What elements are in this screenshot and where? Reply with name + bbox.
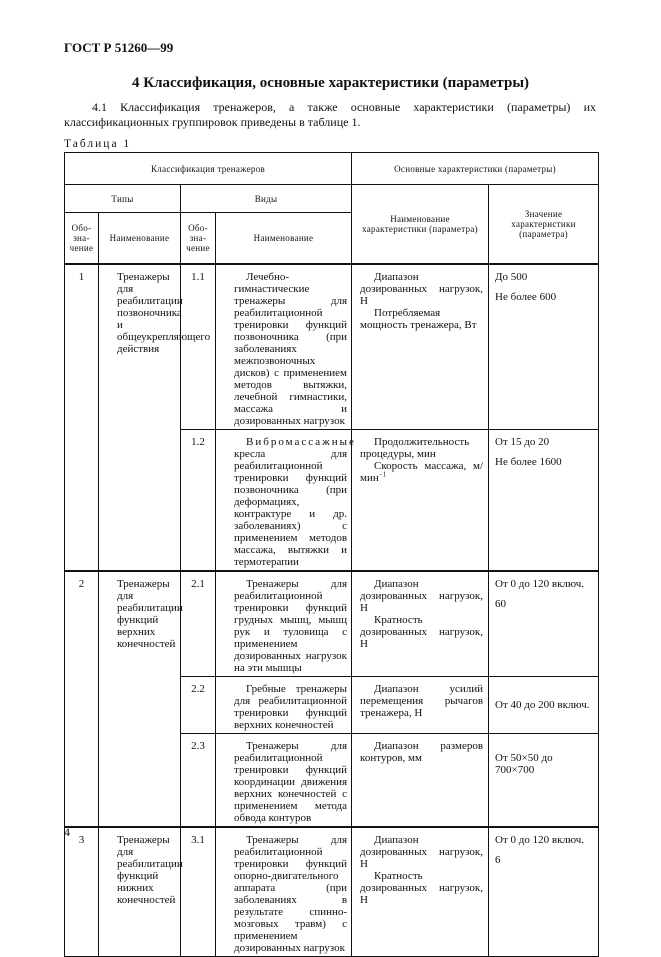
param-values [489,571,599,677]
header-classification: Классификация тренажеров [65,153,352,185]
section-title: 4 Классификация, основные характеристики (параметры) [131,75,530,91]
param-names [352,571,489,677]
type-name: Тренажеры для реабилитации функций нижних конечностей [99,827,181,957]
param-name: Продолжительность процедуры, мин [360,435,470,460]
param-names [352,676,489,733]
param-value: От 15 до 20 [495,435,550,448]
param-values [489,429,599,571]
param-values [489,264,599,430]
type-name: Тренажеры для реабилитации позвоночника и общеукрепляющего действия [99,264,181,571]
kind-name: Тренажеры для реабилитационной тренировки функций координации движения верхних конечностей с применением метода обвода контуров [216,733,352,827]
param-name-text: Скорость массажа, м/мин [360,459,484,484]
kind-name: Тренажеры для реабилитационной тренировки функций грудных мышц, мышц рук и туловища с применением дозированных нагрузок на эти мышцы [216,571,352,677]
param-names [352,264,489,430]
kind-code: 2.2 [181,676,216,733]
header-kinds: Виды [181,185,352,213]
type-code: 2 [65,571,99,827]
header-kind-designation: Обо- зна- чение [181,213,216,264]
kind-name: Лечебно-гимнастические тренажеры для реабилитационной тренировки функций позвоночника (при заболеваниях межпозвоночных дисков) с применением методов вытяжки, лечебной гимнастики, массажа и дозированных нагрузок [216,264,352,430]
param-name: Диапазон дозированных нагрузок, Н [360,577,484,614]
param-values [489,827,599,957]
param-name: Кратность дозированных нагрузок, Н [360,613,484,650]
param-values [489,676,599,733]
param-name: Кратность дозированных нагрузок, Н [360,869,484,906]
kind-code: 1.1 [181,264,216,430]
header-types: Типы [65,185,181,213]
header-main-characteristics: Основные характеристики (параметры) [352,153,599,185]
param-value: 6 [495,853,501,866]
param-name: Диапазон усилий перемещения рычагов тренажера, Н [360,682,484,719]
type-name: Тренажеры для реабилитации функций верхних конечностей [99,571,181,827]
kind-code: 3.1 [181,827,216,957]
header-kind-name: Наименование [216,213,352,264]
param-value: От 50×50 до 700×700 [495,751,553,776]
kind-name [216,429,356,571]
kind-name: Гребные тренажеры для реабилитационной тренировки функций верхних конечностей [216,676,352,733]
header-type-name: Наименование [99,213,181,264]
header-char-value: Значение характеристики (параметра) [489,185,599,264]
param-value: От 0 до 120 включ. [495,833,584,846]
kind-name: Тренажеры для реабилитационной тренировки функций опорно-двигательного аппарата (при заболеваниях в результате спинно-мозговых травм) с применением дозированных нагрузок [216,827,352,957]
kind-code: 2.3 [181,733,216,827]
param-name: Диапазон дозированных нагрузок, Н [360,270,484,307]
intro-paragraph: 4.1 Классификация тренажеров, а также основные характеристики (параметры) их классификационных группировок приведены в таблице 1. [64,100,596,129]
param-names [352,429,489,571]
kind-code: 1.2 [181,429,216,571]
param-name-sup: −1 [378,469,387,478]
page-number: 4 [64,825,70,839]
param-value: Не более 600 [495,290,557,303]
param-value: До 500 [495,270,528,283]
type-code: 1 [65,264,99,571]
param-value: От 0 до 120 включ. [495,577,584,590]
document-code: ГОСТ Р 51260—99 [64,40,174,55]
param-name: Потребляемая мощность тренажера, Вт [360,306,477,331]
table-row [65,827,599,957]
header-type-designation: Обо- зна- чение [65,213,99,264]
table-row [65,264,599,430]
classification-table [64,152,599,957]
param-value: От 40 до 200 включ. [495,698,590,711]
param-names [352,733,489,827]
header-char-name: Наименование характеристики (параметра) [352,185,489,264]
param-value: 60 [495,597,507,610]
param-name: Диапазон дозированных нагрузок, Н [360,833,484,870]
kind-name-rest: кресла для реабилитационной тренировки функций позвоночника (при деформациях, контрактуре и др. заболеваниях) с применением методов массажа, вытяжки и термотерапии [234,447,348,568]
kind-code: 2.1 [181,571,216,677]
table-caption: Таблица 1 [64,138,132,150]
type-code: 3 [65,827,99,957]
kind-name-lead: Вибромассажные [246,435,356,448]
param-names [352,827,489,957]
param-name [352,460,488,484]
param-name: Диапазон размеров контуров, мм [360,739,484,764]
param-value: Не более 1600 [495,455,562,468]
param-values [489,733,599,827]
table-row [65,571,599,677]
